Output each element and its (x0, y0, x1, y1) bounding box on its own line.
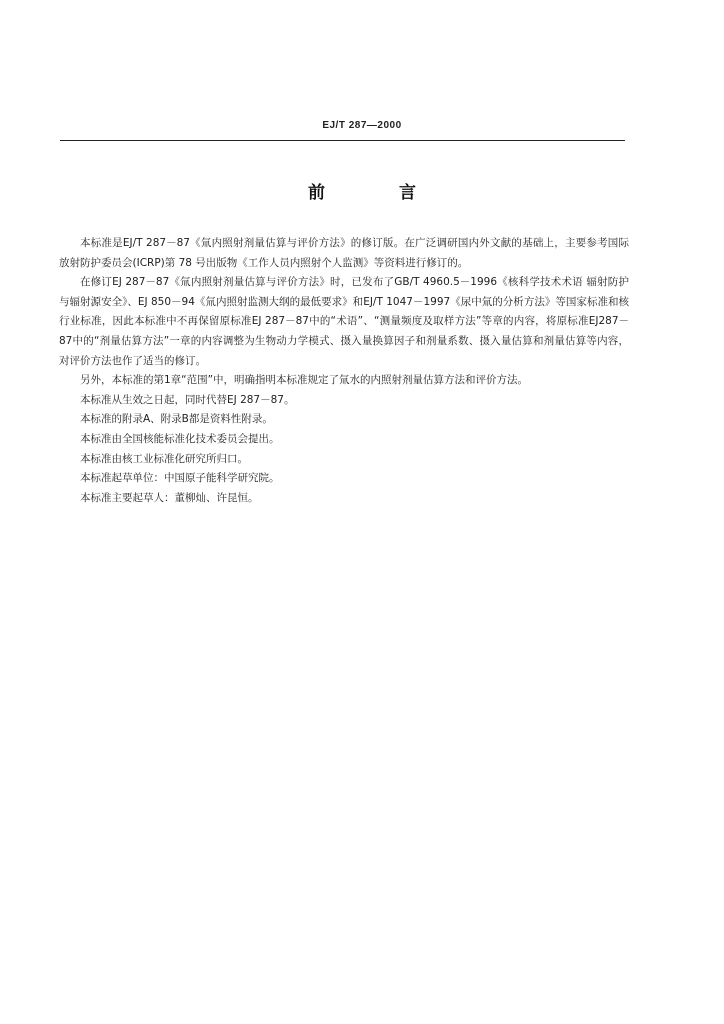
paragraph-proposer: 本标准由全国核能标准化技术委员会提出。 (80, 432, 280, 445)
header-divider (60, 140, 625, 141)
paragraph-revision-basis: 本标准是EJ/T 287－87《氚内照射剂量估算与评价方法》的修订版。在广泛调研国内外文献的基础上，主要参考国际放射防护委员会(ICRP)第 78 号出版物《工作人员内照射个人监测》等资料进行修订的。 (59, 237, 629, 269)
paragraph-administrator: 本标准由核工业标准化研究所归口。 (80, 452, 248, 465)
standard-code-header: EJ/T 287—2000 (322, 120, 402, 131)
paragraph-drafting-unit: 本标准起草单位：中国原子能科学研究院。 (80, 472, 280, 485)
paragraph-revision-details: 在修订EJ 287－87《氚内照射剂量估算与评价方法》时，已发布了GB/T 4960.5－1996《核科学技术术语 辐射防护与辐射源安全》、EJ 850－94《氚内照射监测大纲的最低要求》和EJ/T 1047－1997《尿中氚的分析方法》等国家标准和核行业标准，因此本标准中不再保留原标准EJ 287－87中的“术语”、“测量频度及取样方法”等章的内容，将原标准EJ287－87中的“剂量估算方法”一章的内容调整为生物动力学模式、摄入量换算因子和剂量系数、摄入量估算和剂量估算等内容，对评价方法也作了适当的修订。 (59, 276, 629, 367)
paragraph-drafters: 本标准主要起草人：董柳灿、许昆恒。 (80, 491, 259, 504)
paragraph-appendices: 本标准的附录A、附录B都是资料性附录。 (80, 413, 273, 426)
foreword-body (59, 234, 629, 508)
page-title: 前 言 (308, 183, 450, 203)
paragraph-effective-date: 本标准从生效之日起，同时代替EJ 287－87。 (80, 393, 295, 406)
paragraph-scope: 另外，本标准的第1章“范围”中，明确指明本标准规定了氚水的内照射剂量估算方法和评价方法。 (80, 374, 529, 387)
